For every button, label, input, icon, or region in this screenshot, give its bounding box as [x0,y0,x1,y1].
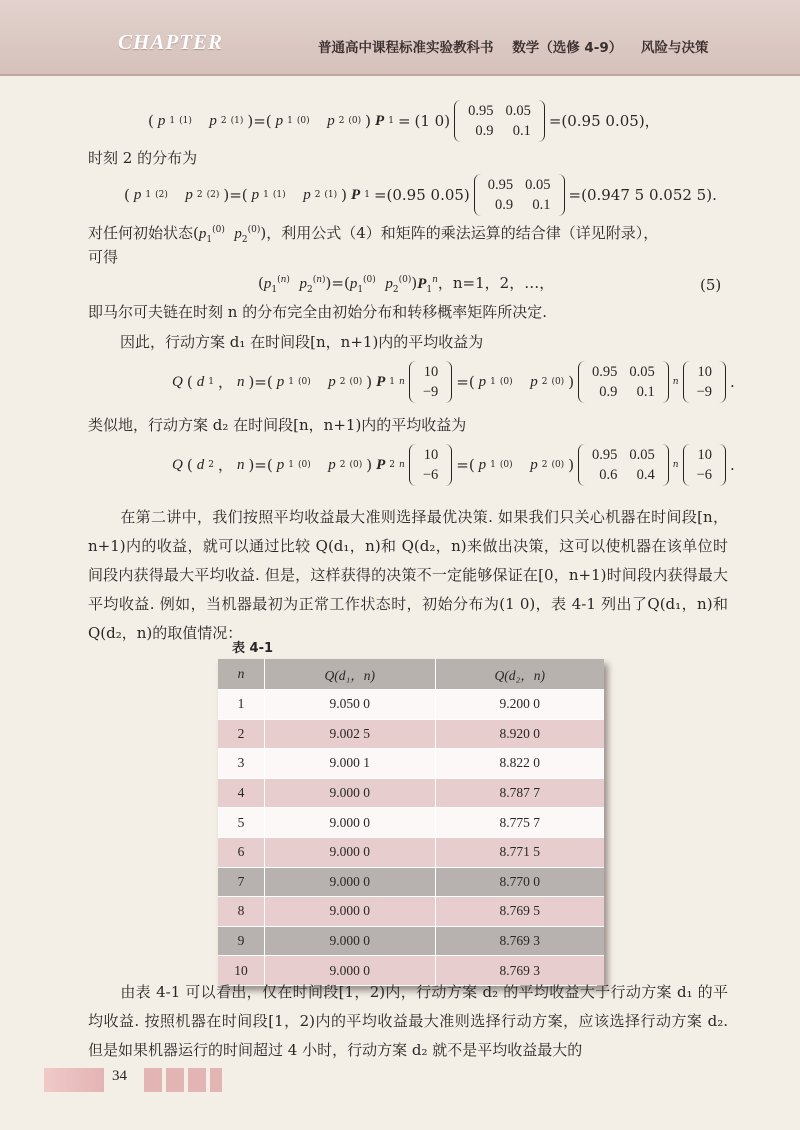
table-cell: 8 [218,897,264,927]
footer-block-right [144,1068,222,1092]
table-cell: 9.050 0 [264,690,435,720]
table-header: Q(d₁，n) [264,659,435,690]
table-row [218,837,604,867]
table-row [218,719,604,749]
body-paragraph-1: 在第二讲中，我们按照平均收益最大准则选择最优决策. 如果我们只关心机器在时间段[n，n+1)内的收益，就可以通过比较 Q(d₁，n)和 Q(d₂，n)来做出决策，这可以使机器在该单位时间段内获得最大平均收益. 但是，这样获得的决策不一定能够保证在[0，n+1)时间段内获得最大平均收益. 例如，当机器最初为正常工作状态时，初始分布为(1 0)，表 4-1 列出了Q(d₁，n)和 Q(d₂，n)的取值情况： [88,508,728,642]
table-cell: 9 [218,926,264,956]
page-header [0,0,800,76]
equation-Qd1: Q ( d 1 ， n )=( p 1 (0) p 2 (0) ) P 1 n 10 −9 =( p 1 (0) p 2 (0) ) 0.95 0.05 0.9 0.1 n 10 −9 . [172,361,735,403]
d1-intro: 因此，行动方案 d₁ 在时间段[n，n+1)内的平均收益为 [120,333,484,351]
equation-Qd2: Q ( d 2 ， n )=( p 1 (0) p 2 (0) ) P 2 n 10 −6 =( p 1 (0) p 2 (0) ) 0.95 0.05 0.6 0.4 n 10 −6 . [172,444,735,486]
table-header: Q(d₂，n) [435,659,604,690]
table-cell: 9.002 5 [264,719,435,749]
table-cell: 9.000 0 [264,867,435,897]
equation-time1: ( p 1 (1) p 2 (1) )=( p 1 (0) p 2 (0) ) P 1 = (1 0) 0.95 0.05 0.9 0.1 =(0.95 0.05)， [148,100,660,142]
table-row [218,690,604,720]
table-cell: 2 [218,719,264,749]
table-cell: 9.000 0 [264,808,435,838]
table-cell: 9.000 0 [264,897,435,927]
table-caption: 表 4-1 [232,641,274,656]
table-cell: 5 [218,808,264,838]
equation-time2: ( p 1 (2) p 2 (2) )=( p 1 (1) p 2 (1) ) P 1 =(0.95 0.05) 0.95 0.05 0.9 0.1 =(0.947 5 0.052 5). [124,174,717,216]
vector-v1-repeat: 10 −9 [683,361,726,403]
data-table [218,659,604,986]
table-cell: 8.771 5 [435,837,604,867]
table-cell: 9.000 0 [264,778,435,808]
table-cell: 8.775 7 [435,808,604,838]
equation-label: (5) [700,276,722,294]
table-cell: 10 [218,956,264,986]
matrix-P2-power: 0.95 0.05 0.6 0.4 [578,444,669,486]
table-row [218,749,604,779]
table-cell: 8.787 7 [435,778,604,808]
time2-label: 时刻 2 的分布为 [88,149,198,167]
table-row [218,867,604,897]
page-number: 34 [112,1068,127,1084]
table-cell: 8.920 0 [435,719,604,749]
general-line: 对任何初始状态($p_1^{(0)}$ $p_2^{(0)}$)，利用公式（4）和矩阵的乘法运算的结合律（详见附录）， [88,224,659,245]
table-cell: 7 [218,867,264,897]
table-cell: 6 [218,837,264,867]
body-paragraph-2: 由表 4-1 可以看出，仅在时间段[1，2)内，行动方案 d₂ 的平均收益大于行动方案 d₁ 的平均收益. 按照机器在时间段[1，2)内的平均收益最大准则选择行动方案，应该选择行动方案 d₂. 但是如果机器运行的时间超过 4 小时，行动方案 d₂ 就不是平均收益最大的 [88,983,728,1059]
table-cell: 9.000 1 [264,749,435,779]
vector-v2: 10 −6 [409,444,452,486]
matrix-P1: 0.95 0.05 0.9 0.1 [454,100,545,142]
table-row [218,926,604,956]
table-header: n [218,659,264,690]
table-cell: 3 [218,749,264,779]
table-cell: 9.000 0 [264,837,435,867]
footer-block-left [44,1068,104,1092]
d2-intro: 类似地，行动方案 d₂ 在时间段[n，n+1)内的平均收益为 [88,416,467,434]
general-line-2: 可得 [88,248,119,266]
markov-line: 即马尔可夫链在时刻 n 的分布完全由初始分布和转移概率矩阵所决定. [88,303,547,321]
table-cell: 4 [218,778,264,808]
book-title: 普通高中课程标准实验教科书 数学（选修 4-9） 风险与决策 [318,40,709,56]
matrix-P1-power: 0.95 0.05 0.9 0.1 [578,361,669,403]
table-cell: 8.822 0 [435,749,604,779]
table-row [218,897,604,927]
table-cell: 8.769 3 [435,956,604,986]
matrix-P1-repeat: 0.95 0.05 0.9 0.1 [474,174,565,216]
table-cell: 9.000 0 [264,956,435,986]
table-row [218,778,604,808]
table-row [218,808,604,838]
table-cell: 8.769 3 [435,926,604,956]
chapter-label: CHAPTER [118,30,224,54]
table-cell: 9.000 0 [264,926,435,956]
equation-5: ($p_1^{(n)}$ $p_2^{(n)})=(p_1^{(0)}$ $p_2^{(0)})P_1^n$，n=1，2，…， [258,274,555,295]
vector-v2-repeat: 10 −6 [683,444,726,486]
table-cell: 1 [218,690,264,720]
table-cell: 8.770 0 [435,867,604,897]
table-cell: 8.769 5 [435,897,604,927]
table-cell: 9.200 0 [435,690,604,720]
vector-v1: 10 −9 [409,361,452,403]
